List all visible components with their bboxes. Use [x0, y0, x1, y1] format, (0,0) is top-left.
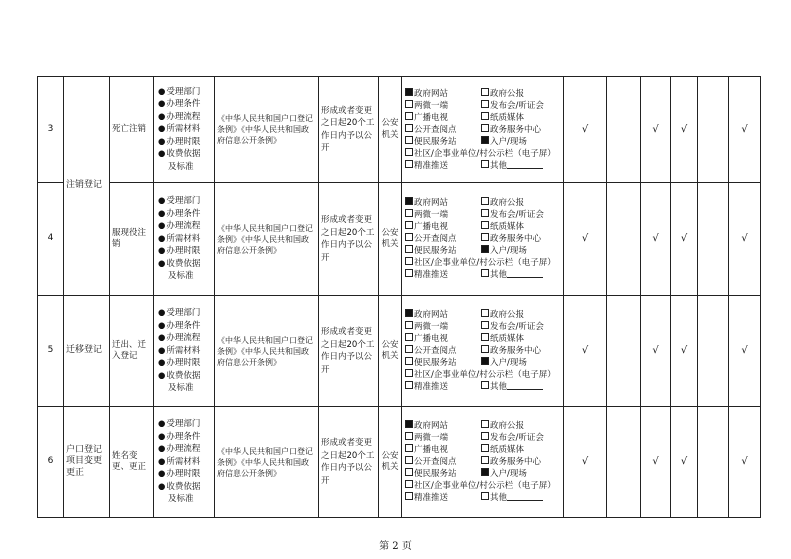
checkbox-icon — [481, 381, 489, 389]
checkbox-icon — [405, 444, 413, 452]
check-cell — [607, 183, 641, 296]
checked-box-icon — [481, 357, 489, 365]
checkbox-icon — [481, 221, 489, 229]
row-number: 6 — [38, 407, 64, 518]
checkbox-icon — [405, 468, 413, 476]
category-cell: 迁移登记 — [64, 296, 110, 407]
time-limit-cell: 形成或者变更之日起20个工作日内予以公开 — [319, 407, 379, 518]
check-cell: √ — [671, 407, 698, 518]
check-cell: √ — [729, 407, 761, 518]
checkbox-icon — [481, 269, 489, 277]
row-number: 5 — [38, 296, 64, 407]
checkbox-icon — [405, 100, 413, 108]
checkbox-icon — [405, 333, 413, 341]
item-cell: 服现役注销 — [110, 183, 154, 296]
checkbox-icon — [405, 209, 413, 217]
check-cell: √ — [641, 77, 671, 183]
category-cell: 注销登记 — [64, 77, 110, 296]
department-cell: 公安机关 — [379, 407, 402, 518]
content-items-cell: ● 受理部门 ● 办理条件 ● 办理流程 ● 所需材料 ● 办理时限 ● 收费依据 及标准 — [154, 183, 215, 296]
checked-box-icon — [481, 245, 489, 253]
check-cell: √ — [641, 296, 671, 407]
check-cell: √ — [641, 407, 671, 518]
checkbox-icon — [481, 160, 489, 168]
check-cell — [698, 296, 729, 407]
check-cell: √ — [729, 77, 761, 183]
checked-box-icon — [405, 420, 413, 428]
channels-cell: 政府网站 政府公报 两微一端 发布会/听证会 广播电视 纸质媒体 公开查阅点 政务服务中心 便民服务站 入户/现场 社区/企事业单位/村公示栏（电子屏） 精准推送 其他 — [402, 296, 564, 407]
checkbox-icon — [481, 345, 489, 353]
checkbox-icon — [481, 100, 489, 108]
checked-box-icon — [405, 309, 413, 317]
checkbox-icon — [405, 480, 413, 488]
check-cell — [698, 77, 729, 183]
checkbox-icon — [405, 148, 413, 156]
check-cell — [607, 407, 641, 518]
table-row — [38, 296, 761, 407]
department-cell: 公安机关 — [379, 77, 402, 183]
checked-box-icon — [481, 136, 489, 144]
legal-basis-cell: 《中华人民共和国户口登记条例》《中华人民共和国政府信息公开条例》 — [215, 296, 319, 407]
time-limit-cell: 形成或者变更之日起20个工作日内予以公开 — [319, 77, 379, 183]
content-items-cell: ● 受理部门 ● 办理条件 ● 办理流程 ● 所需材料 ● 办理时限 ● 收费依据 及标准 — [154, 77, 215, 183]
checkbox-icon — [405, 160, 413, 168]
channels-cell: 政府网站 政府公报 两微一端 发布会/听证会 广播电视 纸质媒体 公开查阅点 政务服务中心 便民服务站 入户/现场 社区/企事业单位/村公示栏（电子屏） 精准推送 其他 — [402, 407, 564, 518]
category-cell: 户口登记项目变更更正 — [64, 407, 110, 518]
check-cell: √ — [641, 183, 671, 296]
checkbox-icon — [405, 112, 413, 120]
item-cell: 迁出、迁入登记 — [110, 296, 154, 407]
time-limit-cell: 形成或者变更之日起20个工作日内予以公开 — [319, 183, 379, 296]
checkbox-icon — [405, 233, 413, 241]
check-cell: √ — [671, 77, 698, 183]
item-cell: 死亡注销 — [110, 77, 154, 183]
checkbox-icon — [481, 432, 489, 440]
checkbox-icon — [481, 233, 489, 241]
checkbox-icon — [481, 420, 489, 428]
check-cell: √ — [564, 296, 607, 407]
checkbox-icon — [405, 345, 413, 353]
table-row — [38, 77, 761, 183]
checkbox-icon — [405, 257, 413, 265]
legal-basis-cell: 《中华人民共和国户口登记条例》《中华人民共和国政府信息公开条例》 — [215, 183, 319, 296]
check-cell — [698, 407, 729, 518]
checkbox-icon — [405, 357, 413, 365]
table-row — [38, 183, 761, 296]
table-row — [38, 407, 761, 518]
channels-cell: 政府网站 政府公报 两微一端 发布会/听证会 广播电视 纸质媒体 公开查阅点 政务服务中心 便民服务站 入户/现场 社区/企事业单位/村公示栏（电子屏） 精准推送 其他 — [402, 183, 564, 296]
checkbox-icon — [405, 456, 413, 464]
legal-basis-cell: 《中华人民共和国户口登记条例》《中华人民共和国政府信息公开条例》 — [215, 77, 319, 183]
checkbox-icon — [405, 221, 413, 229]
checkbox-icon — [481, 197, 489, 205]
checkbox-icon — [405, 432, 413, 440]
checkbox-icon — [481, 333, 489, 341]
checkbox-icon — [405, 245, 413, 253]
checkbox-icon — [405, 381, 413, 389]
item-cell: 姓名变更、更正 — [110, 407, 154, 518]
checkbox-icon — [405, 269, 413, 277]
checked-box-icon — [405, 88, 413, 96]
checkbox-icon — [481, 88, 489, 96]
checkbox-icon — [481, 112, 489, 120]
page-number: 第 2 页 — [379, 541, 412, 552]
checkbox-icon — [481, 444, 489, 452]
check-cell — [607, 296, 641, 407]
time-limit-cell: 形成或者变更之日起20个工作日内予以公开 — [319, 296, 379, 407]
check-cell: √ — [564, 407, 607, 518]
checkbox-icon — [481, 124, 489, 132]
check-cell — [698, 183, 729, 296]
content-items-cell: ● 受理部门 ● 办理条件 ● 办理流程 ● 所需材料 ● 办理时限 ● 收费依据 及标准 — [154, 407, 215, 518]
row-number: 3 — [38, 77, 64, 183]
checkbox-icon — [405, 492, 413, 500]
check-cell: √ — [729, 183, 761, 296]
check-cell — [607, 77, 641, 183]
checked-box-icon — [405, 197, 413, 205]
checkbox-icon — [405, 321, 413, 329]
check-cell: √ — [671, 183, 698, 296]
checkbox-icon — [481, 456, 489, 464]
department-cell: 公安机关 — [379, 183, 402, 296]
check-cell: √ — [671, 296, 698, 407]
checkbox-icon — [481, 492, 489, 500]
check-cell: √ — [729, 296, 761, 407]
channels-cell: 政府网站 政府公报 两微一端 发布会/听证会 广播电视 纸质媒体 公开查阅点 政务服务中心 便民服务站 入户/现场 社区/企事业单位/村公示栏（电子屏） 精准推送 其他 — [402, 77, 564, 183]
content-items-cell: ● 受理部门 ● 办理条件 ● 办理流程 ● 所需材料 ● 办理时限 ● 收费依据 及标准 — [154, 296, 215, 407]
checked-box-icon — [481, 468, 489, 476]
checkbox-icon — [405, 124, 413, 132]
checkbox-icon — [481, 321, 489, 329]
checkbox-icon — [481, 309, 489, 317]
disclosure-table — [37, 76, 761, 518]
checkbox-icon — [481, 209, 489, 217]
department-cell: 公安机关 — [379, 296, 402, 407]
check-cell: √ — [564, 183, 607, 296]
checkbox-icon — [405, 369, 413, 377]
row-number: 4 — [38, 183, 64, 296]
legal-basis-cell: 《中华人民共和国户口登记条例》《中华人民共和国政府信息公开条例》 — [215, 407, 319, 518]
checkbox-icon — [405, 136, 413, 144]
check-cell: √ — [564, 77, 607, 183]
